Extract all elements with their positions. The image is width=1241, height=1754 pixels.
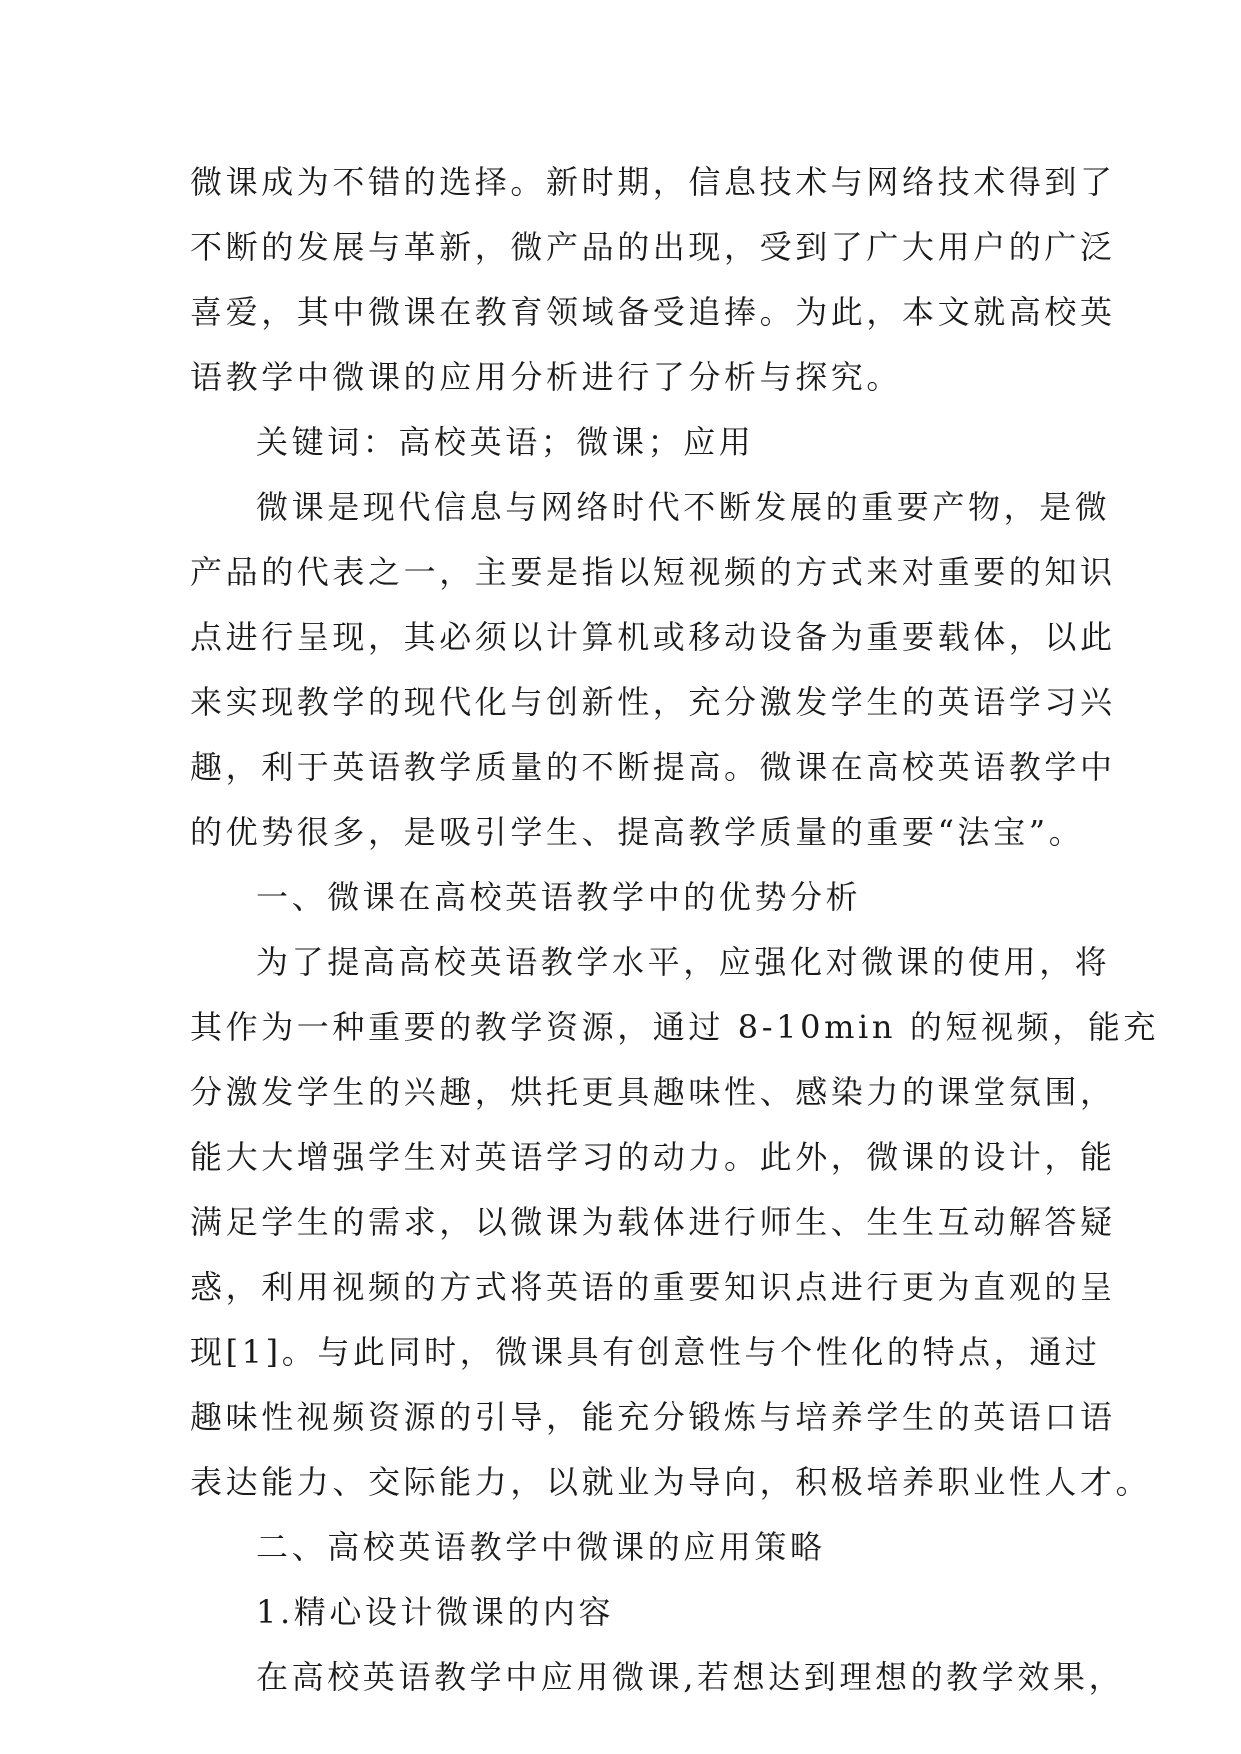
text-line: 点进行呈现，其必须以计算机或移动设备为重要载体，以此: [190, 618, 1116, 656]
text-line: 趣味性视频资源的引导，能充分锻炼与培养学生的英语口语: [190, 1398, 1116, 1436]
text-line: 表达能力、交际能力，以就业为导向，积极培养职业性人才。: [190, 1463, 1152, 1501]
text-line: 能大大增强学生对英语学习的动力。此外，微课的设计，能: [190, 1138, 1116, 1176]
subsection-heading-1: 1.精心设计微课的内容: [256, 1593, 615, 1631]
text-line: 产品的代表之一，主要是指以短视频的方式来对重要的知识: [190, 553, 1116, 591]
keywords-line: 关键词：高校英语；微课；应用: [256, 423, 755, 461]
text-line: 语教学中微课的应用分析进行了分析与探究。: [190, 358, 903, 396]
paragraph-start-line: 为了提高高校英语教学水平，应强化对微课的使用，将: [256, 943, 1111, 981]
section-heading-2: 二、高校英语教学中微课的应用策略: [256, 1528, 826, 1566]
text-line: 分激发学生的兴趣，烘托更具趣味性、感染力的课堂氛围，: [190, 1073, 1116, 1111]
paragraph-start-line: 在高校英语教学中应用微课,若想达到理想的教学效果，: [256, 1658, 1125, 1696]
text-line: 微课成为不错的选择。新时期，信息技术与网络技术得到了: [190, 163, 1116, 201]
text-line: 其作为一种重要的教学资源，通过 8-10min 的短视频，能充: [190, 1008, 1160, 1046]
document-body: [190, 150, 1160, 1710]
text-line: 喜爱，其中微课在教育领域备受追捧。为此，本文就高校英: [190, 293, 1116, 331]
text-line: 满足学生的需求，以微课为载体进行师生、生生互动解答疑: [190, 1203, 1116, 1241]
text-line: 来实现教学的现代化与创新性，充分激发学生的英语学习兴: [190, 683, 1116, 721]
section-heading-1: 一、微课在高校英语教学中的优势分析: [256, 878, 862, 916]
text-line: 趣，利于英语教学质量的不断提高。微课在高校英语教学中: [190, 748, 1116, 786]
text-line: 不断的发展与革新，微产品的出现，受到了广大用户的广泛: [190, 228, 1116, 266]
text-line: 现[1]。与此同时，微课具有创意性与个性化的特点，通过: [190, 1333, 1101, 1371]
text-line: 的优势很多，是吸引学生、提高教学质量的重要“法宝”。: [190, 813, 1085, 851]
paragraph-start-line: 微课是现代信息与网络时代不断发展的重要产物，是微: [256, 488, 1111, 526]
text-line: 惑，利用视频的方式将英语的重要知识点进行更为直观的呈: [190, 1268, 1116, 1306]
